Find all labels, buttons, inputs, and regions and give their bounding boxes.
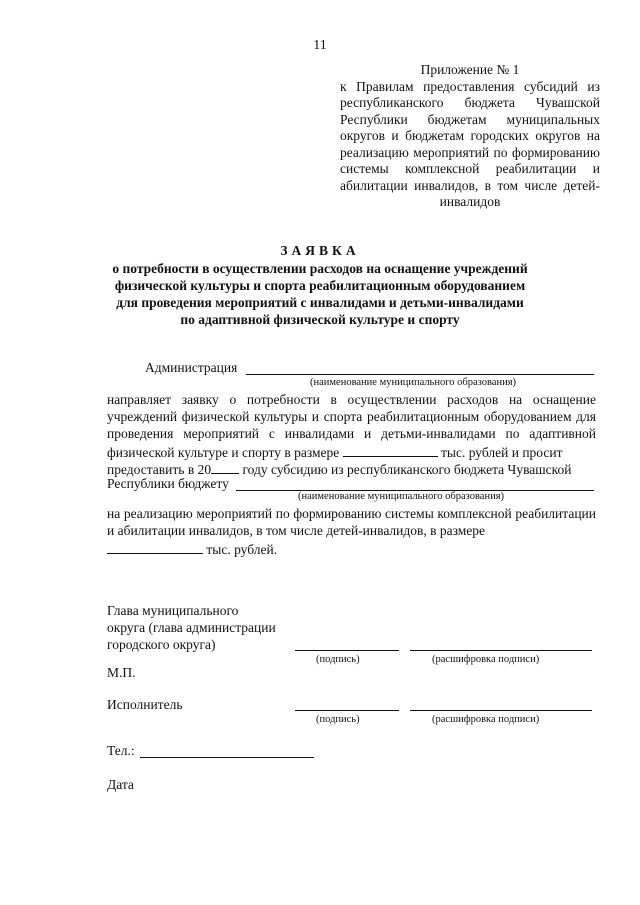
head-decode-field[interactable] bbox=[410, 650, 592, 651]
signature-caption: (подпись) bbox=[316, 654, 360, 665]
annex-title: Приложение № 1 bbox=[420, 62, 520, 77]
head-title bbox=[107, 602, 276, 653]
implementation-paragraph bbox=[107, 505, 596, 539]
executor-signature-caption: (подпись) bbox=[316, 714, 360, 725]
executor-label: Исполнитель bbox=[107, 697, 183, 712]
annex-body: к Правилам предоставления субсидий из республиканского бюджета Чувашской Республики бюджетам муниципальных округов и бюджетам городских округов на реализацию мероприятий по формированию системы комплексной реабилитации и абилитации инвалидов, в том числе детей-инвалидов bbox=[340, 78, 600, 209]
heading-line-4: по адаптивной физической культуре и спорту bbox=[180, 312, 460, 327]
amount-field[interactable] bbox=[343, 442, 438, 457]
request-text-mid: тыс. рублей и просит bbox=[441, 445, 563, 460]
page-number: 11 bbox=[313, 38, 327, 53]
implementation-text: на реализацию мероприятий по формированию системы комплексной реабилитации и абилитации инвалидов, в том числе детей-инвалидов, в размере bbox=[107, 506, 596, 538]
decode-caption: (расшифровка подписи) bbox=[432, 654, 540, 665]
year-field[interactable] bbox=[211, 459, 239, 474]
amount-suffix: тыс. рублей. bbox=[206, 542, 278, 557]
year-suffix: году субсидию из республиканского бюджета Чувашской bbox=[242, 462, 572, 477]
municipality-caption: (наименование муниципального образования) bbox=[310, 377, 517, 388]
date-label: Дата bbox=[107, 777, 134, 792]
head-title-line-3: городского округа) bbox=[107, 637, 216, 652]
heading-line-2: физической культуры и спорта реабилитационным оборудованием bbox=[114, 278, 526, 293]
head-title-line-1: Глава муниципального bbox=[107, 603, 239, 618]
budget-label: Республики бюджету bbox=[107, 476, 229, 491]
heading-title: ЗАЯВКА bbox=[280, 243, 360, 258]
annex-block bbox=[340, 62, 600, 211]
document-heading bbox=[0, 242, 640, 328]
executor-decode-caption: (расшифровка подписи) bbox=[432, 714, 540, 725]
heading-line-1: о потребности в осуществлении расходов на оснащение учреждений bbox=[112, 261, 528, 276]
amount-field-2[interactable] bbox=[107, 539, 203, 554]
head-title-line-2: округа (глава администрации bbox=[107, 620, 276, 635]
head-signature-field[interactable] bbox=[295, 650, 399, 651]
request-paragraph bbox=[107, 391, 596, 461]
phone-label: Тел.: bbox=[107, 743, 135, 758]
stamp-label: М.П. bbox=[107, 665, 136, 680]
amount-line-2 bbox=[107, 539, 277, 558]
year-prefix: предоставить в 20 bbox=[107, 462, 212, 477]
executor-decode-field[interactable] bbox=[410, 710, 592, 711]
heading-line-3: для проведения мероприятий с инвалидами и детьми-инвалидами bbox=[116, 295, 524, 310]
administration-name-field[interactable] bbox=[246, 374, 594, 375]
phone-field[interactable] bbox=[140, 757, 314, 758]
municipality-caption-2: (наименование муниципального образования) bbox=[298, 491, 505, 502]
request-text: направляет заявку о потребности в осуществлении расходов на оснащение учреждений физической культуры и спорта реабилитационным оборудованием для проведения мероприятий с инвалидами и детьми-инвалидами по адаптивной физической культуре и спорту в размере bbox=[107, 392, 596, 460]
administration-label: Администрация bbox=[145, 360, 238, 375]
executor-signature-field[interactable] bbox=[295, 710, 399, 711]
